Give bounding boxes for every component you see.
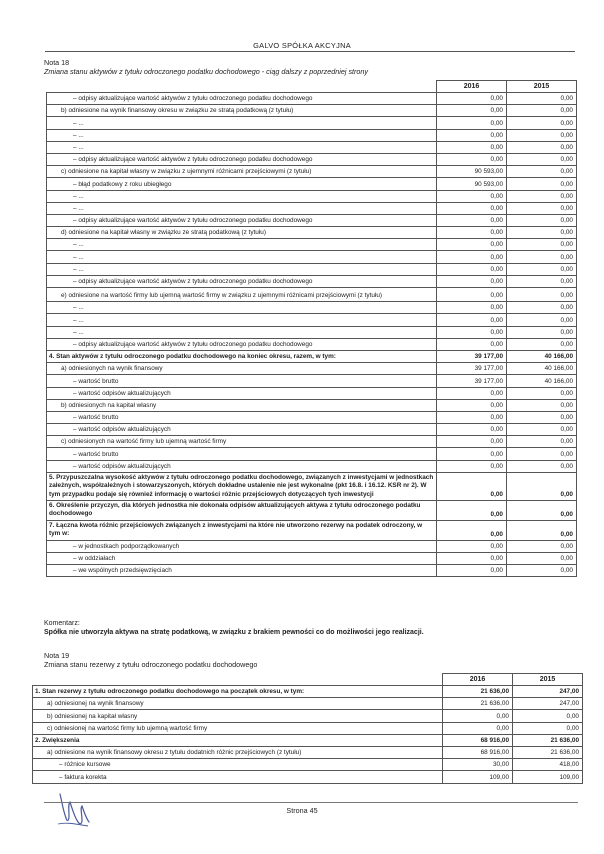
value-2015: 0,00	[507, 460, 577, 472]
value-2015: 0,00	[507, 436, 577, 448]
table-row	[47, 214, 577, 226]
komentarz-text: Spółka nie utworzyła aktywa na stratę podatkową, w związku z brakiem pewności co do możliwości jego realizacji.	[44, 629, 424, 636]
value-2016: 0,00	[437, 190, 507, 202]
value-2016: 0,00	[437, 302, 507, 314]
value-2015: 0,00	[507, 275, 577, 287]
header-empty-cell	[33, 674, 443, 686]
value-2015: 0,00	[507, 239, 577, 251]
value-2016: 109,00	[443, 771, 513, 783]
value-2015: 0,00	[507, 153, 577, 165]
row-label: a) odniesione na wynik finansowy okresu z tytułu dodatnich różnic przejściowych (z tytułu)	[33, 746, 443, 758]
table-row	[47, 411, 577, 423]
table-row	[47, 314, 577, 326]
nota19-title: Nota 19	[44, 651, 70, 660]
value-2016: 0,00	[437, 436, 507, 448]
nota18-subtitle: Zmiana stanu aktywów z tytułu odroczonego podatku dochodowego - ciąg dalszy z poprzedniej strony	[44, 67, 369, 76]
value-2016: 0,00	[437, 424, 507, 436]
value-2015: 0,00	[507, 565, 577, 577]
value-2016: 0,00	[437, 93, 507, 105]
value-2015: 0,00	[507, 326, 577, 338]
table-row	[47, 227, 577, 239]
row-label: c) odniesionych na wartość firmy lub ujemną wartość firmy	[47, 436, 437, 448]
row-label: – wartość odpisów aktualizujących	[47, 460, 437, 472]
table-row	[47, 141, 577, 153]
table-row	[33, 722, 583, 734]
table-row	[47, 93, 577, 105]
value-2016: 0,00	[437, 520, 507, 540]
value-2015: 0,00	[507, 178, 577, 190]
value-2015: 0,00	[507, 314, 577, 326]
value-2015: 0,00	[507, 520, 577, 540]
value-2016: 0,00	[437, 214, 507, 226]
year-2016-header: 2016	[443, 674, 513, 686]
row-label: a) odniesionej na wynik finansowy	[33, 698, 443, 710]
value-2015: 0,00	[507, 251, 577, 263]
nota18-title: Nota 18	[44, 58, 70, 67]
table-row	[47, 552, 577, 564]
value-2016: 39 177,00	[437, 375, 507, 387]
table-row	[47, 540, 577, 552]
value-2015: 0,00	[507, 552, 577, 564]
value-2016: 0,00	[437, 105, 507, 117]
row-label: c) odniesione na kapitał własny w związku z ujemnymi różnicami przejściowymi (z tytułu)	[47, 166, 437, 178]
company-header: GALVO SPÓŁKA AKCYJNA	[253, 41, 351, 50]
table-row	[47, 129, 577, 141]
value-2016: 0,00	[443, 710, 513, 722]
value-2015: 0,00	[507, 227, 577, 239]
row-label: – ...	[47, 302, 437, 314]
row-label: – w oddziałach	[47, 552, 437, 564]
value-2015: 418,00	[513, 759, 583, 771]
row-label: e) odniesione na wartość firmy lub ujemną wartość firmy w związku z ujemnymi różnicami przejściowymi (z tytułu)	[47, 288, 437, 302]
value-2015: 0,00	[507, 141, 577, 153]
value-2016: 0,00	[437, 399, 507, 411]
row-label: 7. Łączna kwota różnic przejściowych związanych z inwestycjami na które nie utworzono rezerwy na podatek odroczony, w tym w:	[47, 520, 437, 540]
table-row	[47, 326, 577, 338]
value-2015: 40 166,00	[507, 350, 577, 362]
row-label: – ...	[47, 190, 437, 202]
table-row	[33, 686, 583, 698]
value-2016: 0,00	[437, 227, 507, 239]
value-2015: 40 166,00	[507, 375, 577, 387]
value-2016: 68 916,00	[443, 734, 513, 746]
row-label: 1. Stan rezerwy z tytułu odroczonego podatku dochodowego na początek okresu, w tym:	[33, 686, 443, 698]
value-2015: 0,00	[507, 288, 577, 302]
row-label: – odpisy aktualizujące wartość aktywów z tytułu odroczonego podatku dochodowego	[47, 93, 437, 105]
row-label: c) odniesionej na wartość firmy lub ujemną wartość firmy	[33, 722, 443, 734]
value-2015: 0,00	[507, 302, 577, 314]
value-2015: 0,00	[507, 93, 577, 105]
table-row	[47, 275, 577, 287]
value-2016: 0,00	[437, 338, 507, 350]
value-2016: 0,00	[437, 288, 507, 302]
value-2016: 0,00	[437, 153, 507, 165]
page-number: Strona 45	[286, 806, 318, 815]
table-row	[47, 399, 577, 411]
table-row	[47, 363, 577, 375]
value-2015: 21 636,00	[513, 734, 583, 746]
table-row	[47, 166, 577, 178]
value-2015: 40 166,00	[507, 363, 577, 375]
value-2015: 0,00	[507, 540, 577, 552]
value-2016: 0,00	[443, 722, 513, 734]
table-row	[47, 239, 577, 251]
row-label: 4. Stan aktywów z tytułu odroczonego podatku dochodowego na koniec okresu, razem, w tym:	[47, 350, 437, 362]
table-row	[47, 387, 577, 399]
value-2016: 0,00	[437, 239, 507, 251]
row-label: 5. Przypuszczalna wysokość aktywów z tytułu odroczonego podatku dochodowego, związanych z inwestycjami w jednostkach zależnych, współzależnych i stowarzyszonych, których dokładne ustalenie nie jest wykonalne (pkt 16.8. i 16.12. KSR nr 2). W tym przypadku podaje się również informację o wartości różnic przejściowych dotyczących tych inwestycji	[47, 472, 437, 500]
value-2016: 0,00	[437, 448, 507, 460]
nota19-subtitle: Zmiana stanu rezerwy z tytułu odroczonego podatku dochodowego	[44, 660, 258, 669]
value-2015: 0,00	[507, 472, 577, 500]
footer-divider	[44, 802, 578, 803]
value-2016: 0,00	[437, 117, 507, 129]
table-row	[47, 565, 577, 577]
table-row	[33, 771, 583, 783]
value-2016: 0,00	[437, 411, 507, 423]
row-label: – odpisy aktualizujące wartość aktywów z tytułu odroczonego podatku dochodowego	[47, 338, 437, 350]
row-label: – wartość odpisów aktualizujących	[47, 424, 437, 436]
table-row	[47, 350, 577, 362]
table-row	[47, 448, 577, 460]
value-2015: 0,00	[507, 166, 577, 178]
value-2016: 0,00	[437, 326, 507, 338]
value-2016: 90 593,00	[437, 178, 507, 190]
row-label: – ...	[47, 129, 437, 141]
row-label: – odpisy aktualizujące wartość aktywów z tytułu odroczonego podatku dochodowego	[47, 153, 437, 165]
row-label: – wartość brutto	[47, 411, 437, 423]
value-2016: 0,00	[437, 141, 507, 153]
table-row	[47, 520, 577, 540]
value-2016: 30,00	[443, 759, 513, 771]
row-label: – ...	[47, 263, 437, 275]
value-2016: 90 593,00	[437, 166, 507, 178]
year-2015-header: 2015	[513, 674, 583, 686]
row-label: – wartość brutto	[47, 375, 437, 387]
nota19-table	[32, 673, 583, 784]
table-row	[47, 178, 577, 190]
row-label: – wartość odpisów aktualizujących	[47, 387, 437, 399]
value-2016: 0,00	[437, 263, 507, 275]
value-2015: 109,00	[513, 771, 583, 783]
value-2015: 247,00	[513, 686, 583, 698]
row-label: 6. Określenie przyczyn, dla których jednostka nie dokonała odpisów aktualizujących aktywa z tytułu odroczonego podatku dochodowego	[47, 501, 437, 521]
table-row	[47, 424, 577, 436]
table-row	[47, 251, 577, 263]
value-2016: 0,00	[437, 565, 507, 577]
value-2016: 0,00	[437, 387, 507, 399]
row-label: a) odniesionych na wynik finansowy	[47, 363, 437, 375]
value-2016: 0,00	[437, 501, 507, 521]
row-label: – odpisy aktualizujące wartość aktywów z tytułu odroczonego podatku dochodowego	[47, 214, 437, 226]
value-2015: 0,00	[507, 129, 577, 141]
row-label: – różnice kursowe	[33, 759, 443, 771]
row-label: – faktura korekta	[33, 771, 443, 783]
table-row	[47, 472, 577, 500]
value-2016: 0,00	[437, 275, 507, 287]
value-2016: 0,00	[437, 472, 507, 500]
table-row	[47, 202, 577, 214]
value-2015: 0,00	[507, 338, 577, 350]
table-header-row	[33, 674, 583, 686]
row-label: b) odniesionej na kapitał własny	[33, 710, 443, 722]
row-label: – ...	[47, 117, 437, 129]
value-2015: 0,00	[513, 722, 583, 734]
value-2016: 0,00	[437, 251, 507, 263]
value-2016: 21 636,00	[443, 686, 513, 698]
value-2015: 247,00	[513, 698, 583, 710]
row-label: – w jednostkach podporządkowanych	[47, 540, 437, 552]
table-row	[47, 338, 577, 350]
table-row	[47, 375, 577, 387]
table-row	[47, 288, 577, 302]
row-label: 2. Zwiększenia	[33, 734, 443, 746]
header-empty-cell	[47, 81, 437, 93]
year-2015-header: 2015	[507, 81, 577, 93]
value-2016: 0,00	[437, 202, 507, 214]
table-header-row	[47, 81, 577, 93]
value-2016: 0,00	[437, 540, 507, 552]
table-row	[33, 710, 583, 722]
value-2015: 0,00	[507, 105, 577, 117]
value-2015: 0,00	[507, 424, 577, 436]
value-2016: 39 177,00	[437, 350, 507, 362]
table-row	[47, 302, 577, 314]
value-2015: 0,00	[507, 190, 577, 202]
value-2016: 0,00	[437, 552, 507, 564]
year-2016-header: 2016	[437, 81, 507, 93]
table-row	[33, 746, 583, 758]
row-label: – wartość brutto	[47, 448, 437, 460]
row-label: – ...	[47, 141, 437, 153]
table-row	[47, 263, 577, 275]
table-row	[47, 117, 577, 129]
row-label: d) odniesione na kapitał własny w związku ze stratą podatkową (z tytułu)	[47, 227, 437, 239]
row-label: – ...	[47, 314, 437, 326]
row-label: – we wspólnych przedsięwzięciach	[47, 565, 437, 577]
table-row	[47, 436, 577, 448]
value-2015: 21 636,00	[513, 746, 583, 758]
nota18-table	[46, 80, 577, 577]
value-2015: 0,00	[507, 387, 577, 399]
table-row	[33, 698, 583, 710]
value-2015: 0,00	[507, 117, 577, 129]
row-label: – ...	[47, 326, 437, 338]
row-label: b) odniesione na wynik finansowy okresu w związku ze stratą podatkową (z tytułu)	[47, 105, 437, 117]
row-label: – odpisy aktualizujące wartość aktywów z tytułu odroczonego podatku dochodowego	[47, 275, 437, 287]
komentarz-label: Komentarz:	[44, 620, 80, 627]
row-label: – błąd podatkowy z roku ubiegłego	[47, 178, 437, 190]
row-label: – ...	[47, 202, 437, 214]
value-2015: 0,00	[507, 202, 577, 214]
value-2015: 0,00	[507, 399, 577, 411]
value-2016: 0,00	[437, 314, 507, 326]
value-2016: 0,00	[437, 460, 507, 472]
value-2016: 21 636,00	[443, 698, 513, 710]
value-2016: 68 916,00	[443, 746, 513, 758]
row-label: – ...	[47, 251, 437, 263]
value-2016: 39 177,00	[437, 363, 507, 375]
header-divider	[45, 51, 575, 52]
value-2015: 0,00	[513, 710, 583, 722]
table-row	[33, 734, 583, 746]
table-row	[47, 460, 577, 472]
table-row	[47, 190, 577, 202]
value-2015: 0,00	[507, 263, 577, 275]
value-2015: 0,00	[507, 501, 577, 521]
table-row	[47, 105, 577, 117]
value-2015: 0,00	[507, 411, 577, 423]
row-label: b) odniesionych na kapitał własny	[47, 399, 437, 411]
table-row	[47, 153, 577, 165]
value-2016: 0,00	[437, 129, 507, 141]
table-row	[33, 759, 583, 771]
table-row	[47, 501, 577, 521]
value-2015: 0,00	[507, 448, 577, 460]
value-2015: 0,00	[507, 214, 577, 226]
row-label: – ...	[47, 239, 437, 251]
